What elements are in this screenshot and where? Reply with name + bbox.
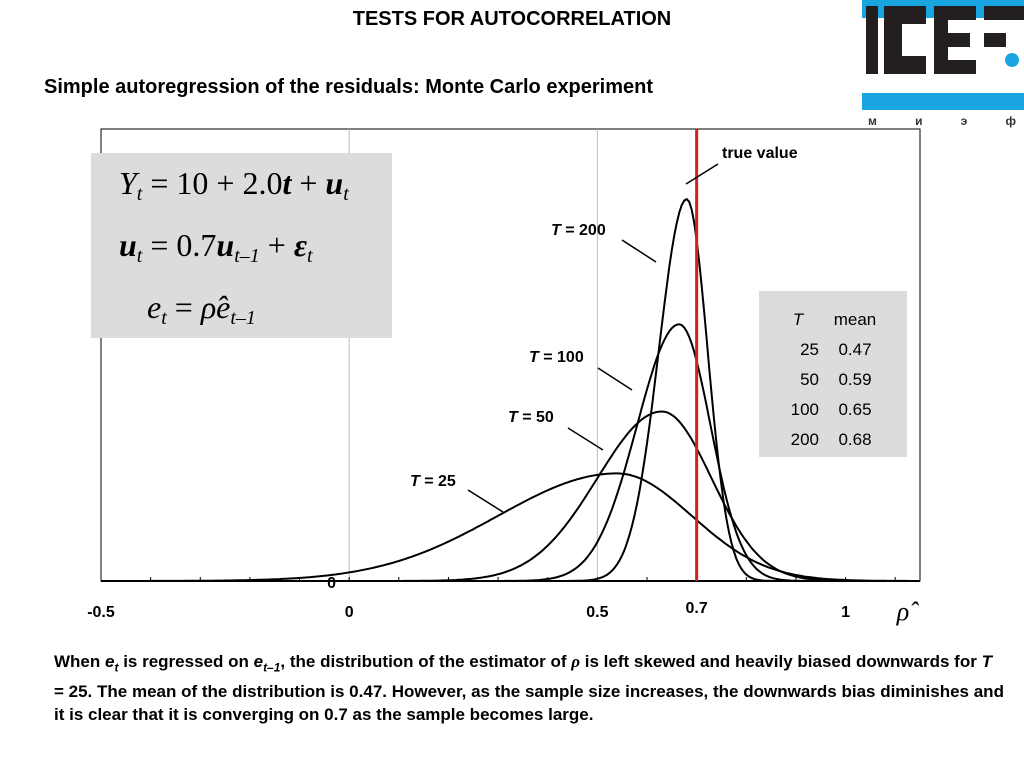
equation-box: [91, 153, 392, 338]
page-title: TESTS FOR AUTOCORRELATION: [352, 8, 672, 30]
x-tick-label: -0.5: [87, 604, 115, 621]
logo-letter: э: [960, 114, 968, 128]
table-header-T: T: [792, 310, 804, 329]
table-cell-T: 25: [800, 340, 819, 359]
page-subtitle: Simple autoregression of the residuals: Monte Carlo experiment: [44, 76, 654, 98]
true-value-arrow: [686, 164, 718, 184]
y-origin-label: 0: [327, 575, 337, 592]
equation-residual-regression: $e_t$ = $\rhôe_{t-1}$: [147, 289, 256, 329]
series-label: T = 100: [529, 349, 584, 366]
table-header-mean: mean: [833, 310, 877, 329]
series-label: T = 50: [508, 409, 554, 426]
series-label: T = 25: [410, 473, 456, 490]
table-cell-T: 100: [790, 400, 819, 419]
table-header-row: [777, 305, 891, 335]
equation-model: $Y_t = 10 + 2.0t + u_t$: [119, 165, 349, 205]
table-cell-mean: 0.59: [838, 370, 872, 389]
mean-table: [777, 305, 891, 455]
logo-letter: и: [915, 114, 923, 128]
logo-letter: м: [868, 114, 877, 128]
density-curve-T25: [101, 473, 920, 581]
x-tick-label: 0: [344, 604, 354, 621]
table-row: [777, 425, 891, 455]
series-label: T = 200: [551, 222, 606, 239]
logo-letter: ф: [1005, 114, 1016, 128]
mean-table-box: [759, 291, 907, 457]
caption-text: When $e_t$ is regressed on $e_{t-1}$, the distribution of the estimator of ρ is left skewed and heavily biased downwards for T = 25. The mean of the distribution is 0.47. However, as the sample size increases, the downwards bias diminishes and it is clear that it is converging on 0.7 as the sample becomes large.: [54, 652, 1004, 725]
x-axis-label: ρ̂: [896, 597, 910, 626]
series-label-arrow: [468, 490, 503, 512]
equation-ar-process: $u_t = 0.7u_{t-1} + \varepsilon_t$: [119, 227, 313, 267]
true-value-label: true value: [722, 145, 798, 162]
table-cell-T: 200: [790, 430, 819, 449]
table-cell-T: 50: [800, 370, 819, 389]
x-tick-label: 0.5: [586, 604, 609, 621]
table-row: [777, 335, 891, 365]
table-cell-mean: 0.65: [838, 400, 872, 419]
table-row: [777, 365, 891, 395]
series-label-arrow: [622, 240, 656, 262]
x-tick-label-true-value: 0.7: [685, 600, 708, 617]
series-label-arrow: [598, 368, 632, 390]
table-cell-mean: 0.47: [838, 340, 872, 359]
table-row: [777, 395, 891, 425]
table-cell-mean: 0.68: [838, 430, 872, 449]
x-tick-label: 1: [841, 604, 850, 621]
